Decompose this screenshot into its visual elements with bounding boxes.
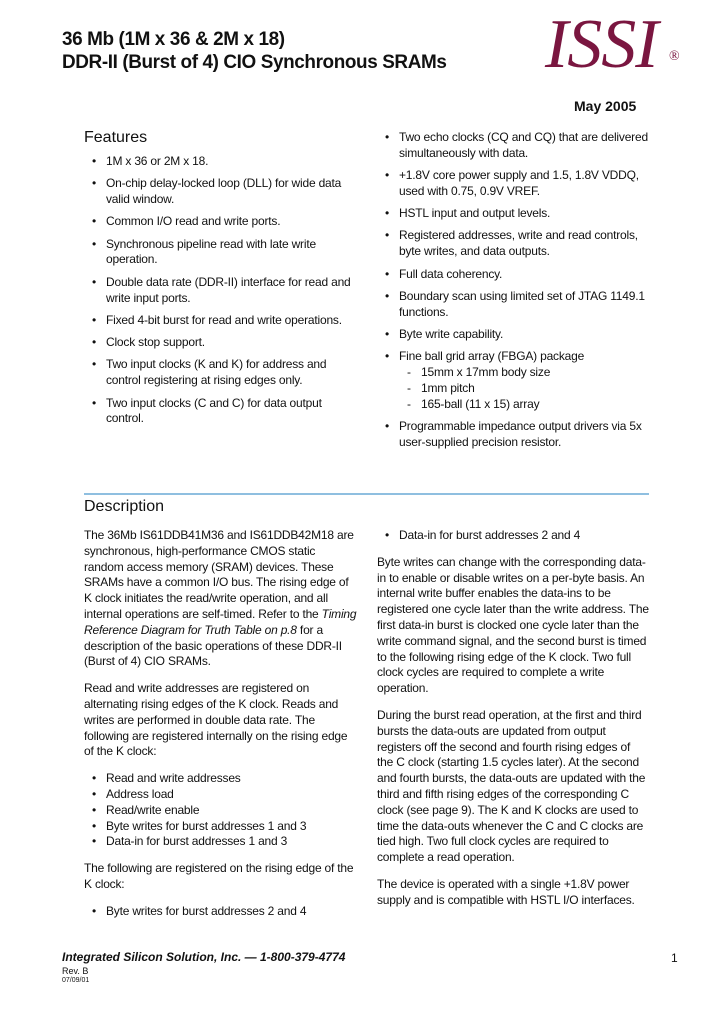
fbga-subitem: - 165-ball (11 x 15) array bbox=[399, 397, 657, 413]
feature-item: • Synchronous pipeline read with late write operation. bbox=[84, 237, 362, 269]
feature-item: • Fine ball grid array (FBGA) package - 15mm x 17mm body size - 1mm pitch - 165-ball (11 x 15) array bbox=[377, 349, 657, 412]
list-item: • Data-in for burst addresses 1 and 3 bbox=[84, 834, 357, 850]
feature-item: • Programmable impedance output drivers via 5x user-supplied precision resistor. bbox=[377, 419, 657, 451]
feature-item: • Common I/O read and write ports. bbox=[84, 214, 362, 230]
description-paragraph: Byte writes can change with the corresponding data-in to enable or disable writes on a per-byte basis. An internal write buffer enables the data-ins to be registered one cycle later than the write address. The first data-in burst is clocked one cycle later than the write command signal, and the second burst is timed to the following rising edge of the K clock. Two full clock cycles are required to complete a write operation. bbox=[377, 554, 649, 696]
list-item: • Data-in for burst addresses 2 and 4 bbox=[377, 528, 649, 544]
description-paragraph: The device is operated with a single +1.8V power supply and is compatible with HSTL I/O interfaces. bbox=[377, 876, 635, 907]
list-item: • Byte writes for burst addresses 1 and 3 bbox=[84, 819, 357, 835]
feature-item: • Full data coherency. bbox=[377, 267, 657, 283]
fbga-subitem: - 1mm pitch bbox=[399, 381, 657, 397]
description-paragraph: The 36Mb IS61DDB41M36 and IS61DDB42M18 are synchronous, high-performance CMOS static random access memory (SRAM) devices. These SRAMs have a common I/O bus. The rising edge of K clock initiates the read/write operation, and all internal operations are self-timed. Refer to the Timing Reference Diagram for Truth Table on p.8 for a description of the basic operations of these DDR-II (Burst of 4) CIO SRAMs. bbox=[84, 528, 357, 669]
description-paragraph: The following are registered on the rising edge of the K clock: bbox=[84, 861, 354, 891]
feature-item: • Double data rate (DDR-II) interface for read and write input ports. bbox=[84, 275, 362, 307]
features-right-list bbox=[377, 130, 657, 457]
features-left-list bbox=[84, 154, 362, 434]
publication-date: May 2005 bbox=[574, 98, 637, 114]
registered-mark: ® bbox=[669, 49, 679, 64]
feature-item: • Clock stop support. bbox=[84, 335, 362, 351]
list-item: • Address load bbox=[84, 787, 357, 803]
list-item: • Read/write enable bbox=[84, 803, 357, 819]
description-left-column bbox=[84, 528, 357, 920]
kbar-rising-edge-list-cont bbox=[377, 528, 649, 544]
footer-company: Integrated Silicon Solution, Inc. — 1-800-379-4774 bbox=[62, 950, 346, 964]
fbga-sublist bbox=[399, 365, 657, 412]
fbga-subitem: - 15mm x 17mm body size bbox=[399, 365, 657, 381]
features-heading: Features bbox=[84, 129, 148, 146]
feature-item: • +1.8V core power supply and 1.5, 1.8V VDDQ, used with 0.75, 0.9V VREF. bbox=[377, 168, 657, 200]
feature-item: • Two echo clocks (CQ and CQ) that are delivered simultaneously with data. bbox=[377, 130, 657, 162]
footer-revision-date: 07/09/01 bbox=[62, 977, 90, 984]
feature-item: • Fixed 4-bit burst for read and write operations. bbox=[84, 313, 362, 329]
description-heading: Description bbox=[84, 498, 165, 515]
feature-item: • Byte write capability. bbox=[377, 327, 657, 343]
feature-item: • Two input clocks (K and K) for address and control registering at rising edges only. bbox=[84, 357, 362, 389]
feature-item: • Boundary scan using limited set of JTAG 1149.1 functions. bbox=[377, 289, 657, 321]
kbar-rising-edge-list bbox=[84, 904, 357, 920]
title-line-2: DDR-II (Burst of 4) CIO Synchronous SRAMs bbox=[62, 51, 447, 73]
footer-revision: Rev. B bbox=[62, 966, 89, 976]
page-number: 1 bbox=[671, 951, 678, 965]
k-rising-edge-list bbox=[84, 771, 357, 850]
title-line-1: 36 Mb (1M x 36 & 2M x 18) bbox=[62, 28, 285, 50]
document-title bbox=[62, 28, 446, 74]
issi-logo bbox=[545, 6, 679, 83]
logo-text: ISSI bbox=[545, 6, 658, 83]
list-item: • Read and write addresses bbox=[84, 771, 357, 787]
list-item: • Byte writes for burst addresses 2 and 4 bbox=[84, 904, 357, 920]
description-paragraph: Read and write addresses are registered on alternating rising edges of the K clock. Reads and writes are performed in double data rate. The following are registered internally on the rising edge of the K clock: bbox=[84, 681, 348, 759]
section-divider bbox=[84, 493, 649, 495]
description-right-column bbox=[377, 528, 649, 920]
feature-item: • On-chip delay-locked loop (DLL) for wide data valid window. bbox=[84, 176, 362, 208]
feature-item: • Registered addresses, write and read controls, byte writes, and data outputs. bbox=[377, 228, 657, 260]
feature-item: • Two input clocks (C and C) for data output control. bbox=[84, 396, 362, 428]
feature-item: • 1M x 36 or 2M x 18. bbox=[84, 154, 362, 170]
feature-item: • HSTL input and output levels. bbox=[377, 206, 657, 222]
description-paragraph: During the burst read operation, at the first and third bursts the data-outs are updated from output registers off the second and fourth rising edges of the C clock (starting 1.5 cycles later). At the second and fourth bursts, the data-outs are updated with the third and fifth rising edges of the corresponding C clock (see page 9). The K and K clocks are used to time the data-outs whenever the C and C clocks are tied high. Two full clock cycles are required to complete a read operation. bbox=[377, 707, 646, 865]
